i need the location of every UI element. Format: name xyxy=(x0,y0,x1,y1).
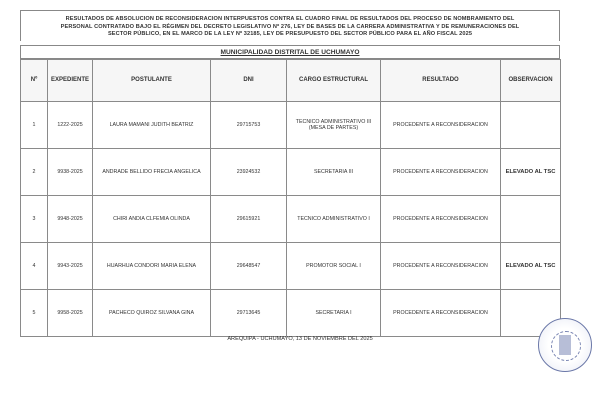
cell-cargo: TECNICO ADMINISTRATIVO I xyxy=(287,195,381,242)
footer-place-date: AREQUIPA - UCHUMAYO, 13 DE NOVIEMBRE DEL 2025 xyxy=(227,336,373,342)
cell-dni: 29713645 xyxy=(211,289,287,336)
table-row xyxy=(21,101,561,148)
cell-expediente: 9958-2025 xyxy=(48,289,93,336)
header-cargo: CARGO ESTRUCTURAL xyxy=(287,59,381,101)
document-title xyxy=(20,10,560,41)
title-line: PERSONAL CONTRATADO BAJO EL RÉGIMEN DEL DECRETO LEGISLATIVO Nº 276, LEY DE BASES DE LA CARRERA ADMINISTRATIVA Y DE REMUNERACIONES DEL xyxy=(60,23,520,30)
cell-numero: 2 xyxy=(21,148,48,195)
seal-emblem xyxy=(559,335,571,355)
cell-expediente: 9948-2025 xyxy=(48,195,93,242)
cell-expediente: 1222-2025 xyxy=(48,101,93,148)
cell-postulante: HUARHUA CONDORI MARIA ELENA xyxy=(93,242,211,289)
results-table xyxy=(20,59,561,337)
header-resultado: RESULTADO xyxy=(381,59,501,101)
cell-postulante: LAURA MAMANI JUDITH BEATRIZ xyxy=(93,101,211,148)
cell-resultado: PROCEDENTE A RECONSIDERACION xyxy=(381,148,501,195)
cell-resultado: PROCEDENTE A RECONSIDERACION xyxy=(381,195,501,242)
cell-postulante: ANDRADE BELLIDO FRECIA ANGELICA xyxy=(93,148,211,195)
cell-numero: 3 xyxy=(21,195,48,242)
cell-observacion: ELEVADO AL TSC xyxy=(501,148,561,195)
cell-resultado: PROCEDENTE A RECONSIDERACION xyxy=(381,101,501,148)
cell-observacion xyxy=(501,195,561,242)
cell-postulante: PACHECO QUIROZ SILVANA GINA xyxy=(93,289,211,336)
cell-cargo: SECRETARIA I xyxy=(287,289,381,336)
cell-expediente: 9938-2025 xyxy=(48,148,93,195)
cell-dni: 29648547 xyxy=(211,242,287,289)
cell-resultado: PROCEDENTE A RECONSIDERACION xyxy=(381,242,501,289)
table-row xyxy=(21,148,561,195)
cell-cargo: SECRETARIA III xyxy=(287,148,381,195)
cell-cargo: TECNICO ADMINISTRATIVO III (MESA DE PARTES) xyxy=(287,101,381,148)
municipality-heading: MUNICIPALIDAD DISTRITAL DE UCHUMAYO xyxy=(20,45,560,59)
header-observacion: OBSERVACION xyxy=(501,59,561,101)
table-row xyxy=(21,195,561,242)
cell-numero: 4 xyxy=(21,242,48,289)
header-dni: DNI xyxy=(211,59,287,101)
header-expediente: EXPEDIENTE xyxy=(48,59,93,101)
table-row xyxy=(21,242,561,289)
cell-dni: 29615921 xyxy=(211,195,287,242)
header-numero: Nº xyxy=(21,59,48,101)
title-line: SECTOR PÚBLICO, EN EL MARCO DE LA LEY Nº 32185, LEY DE PRESUPUESTO DEL SECTOR PÚBLICO PARA EL AÑO FISCAL 2025 xyxy=(107,31,473,38)
table-row xyxy=(21,289,561,336)
cell-cargo: PROMOTOR SOCIAL I xyxy=(287,242,381,289)
document-sheet xyxy=(20,10,560,337)
cell-numero: 1 xyxy=(21,101,48,148)
cell-postulante: CHIRI ANDIA CLFEMIA OLINDA xyxy=(93,195,211,242)
header-postulante: POSTULANTE xyxy=(93,59,211,101)
cell-observacion xyxy=(501,101,561,148)
official-seal-icon xyxy=(538,318,592,372)
cell-expediente: 9943-2025 xyxy=(48,242,93,289)
cell-numero: 5 xyxy=(21,289,48,336)
title-line: RESULTADOS DE ABSOLUCION DE RECONSIDERACION INTERPUESTOS CONTRA EL CUADRO FINAL DE RESULTADOS DEL PROCESO DE NOMBRAMIENTO DEL xyxy=(65,16,515,22)
cell-dni: 23924532 xyxy=(211,148,287,195)
table-header-row xyxy=(21,59,561,101)
cell-resultado: PROCEDENTE A RECONSIDERACION xyxy=(381,289,501,336)
cell-observacion: ELEVADO AL TSC xyxy=(501,242,561,289)
cell-dni: 29715753 xyxy=(211,101,287,148)
